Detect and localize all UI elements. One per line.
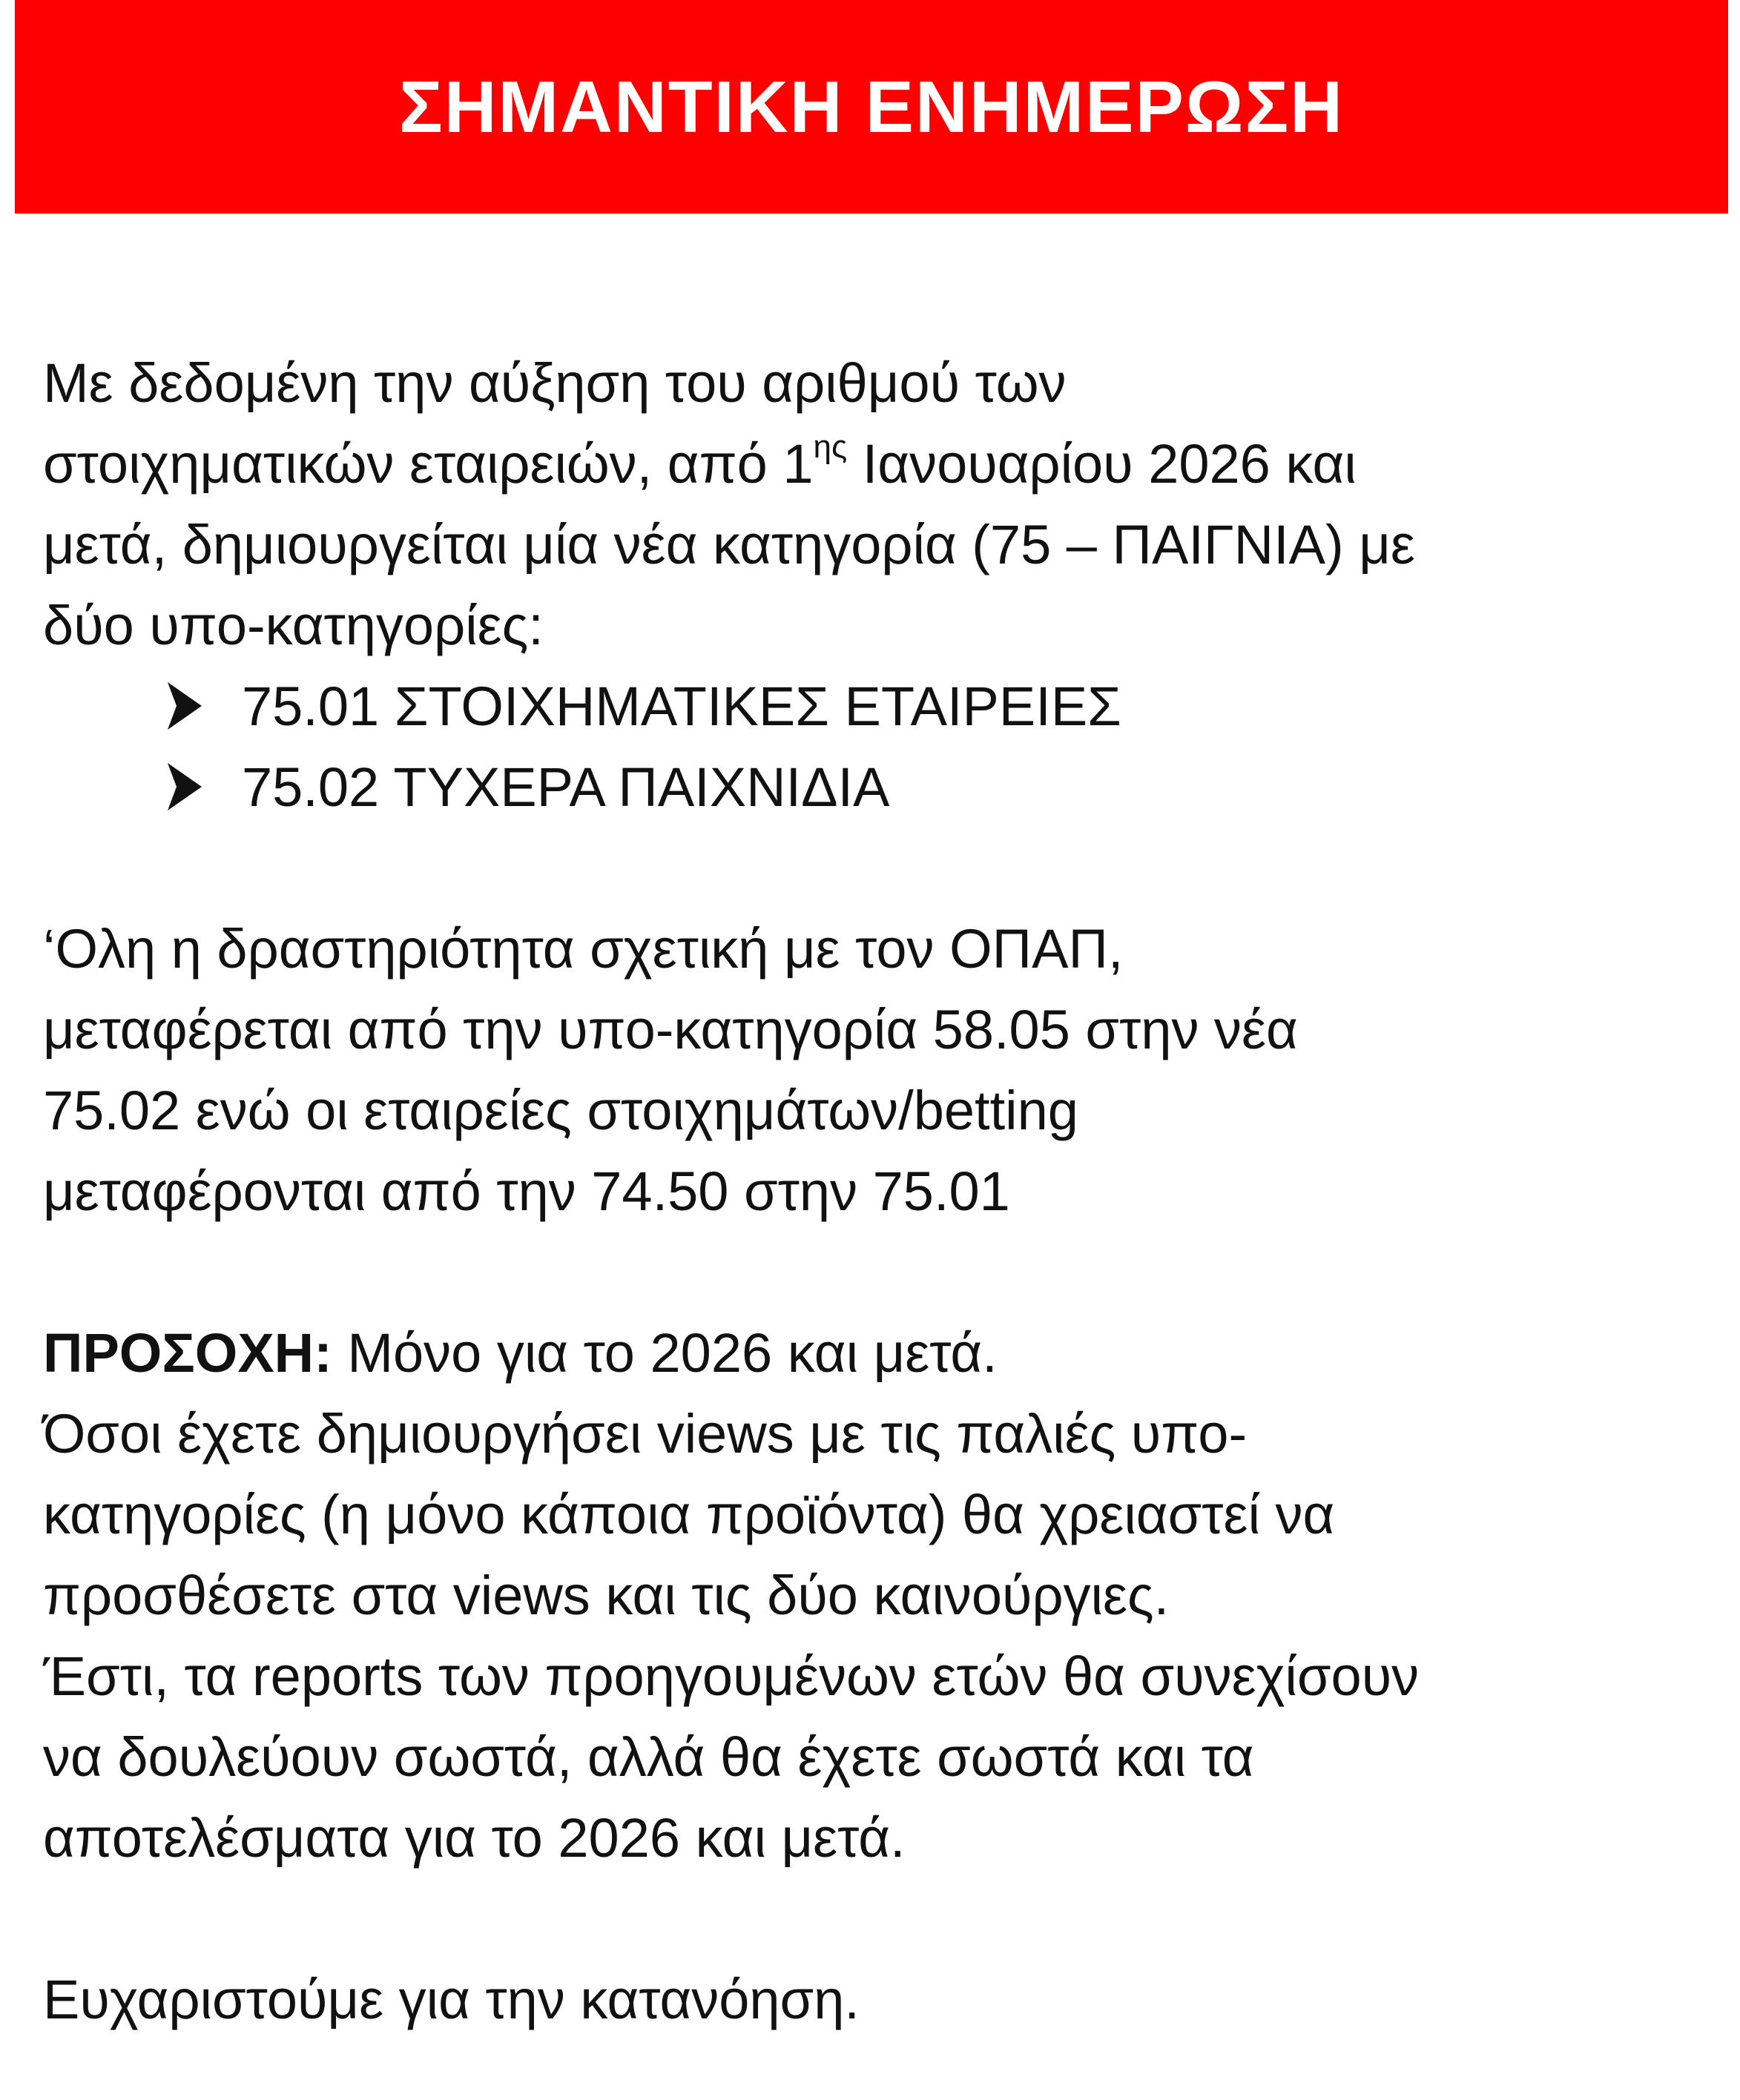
notice-line: αποτελέσματα για το 2026 και μετά. [43,1807,906,1869]
transfer-line: 75.02 ενώ οι εταιρείες στοιχημάτων/betting [43,1080,1078,1141]
banner-title: ΣΗΜΑΝΤΙΚΗ ΕΝΗΜΕΡΩΣΗ [398,65,1345,148]
subcategory-list [43,666,1712,828]
list-item [43,747,1712,828]
notice-line: Όσοι έχετε δημιουργήσει views με τις παλιές υπο- [43,1403,1248,1465]
announcement-body [43,343,1712,2040]
transfer-paragraph [43,908,1712,1232]
notice-line: να δουλεύουν σωστά, αλλά θα έχετε σωστά και τα [43,1726,1254,1788]
list-item [43,666,1712,747]
intro-line: μετά, δημιουργείται μία νέα κατηγορία (75 – ΠΑΙΓΝΙΑ) με [43,514,1415,575]
notice-paragraph [43,1312,1712,1878]
intro-line: Με δεδομένη την αύξηση του αριθμού των [43,352,1067,414]
transfer-line: μεταφέρεται από την υπο-κατηγορία 58.05 στην νέα [43,999,1298,1060]
notice-line: Έστι, τα reports των προηγουμένων ετών θα συνεχίσουν [43,1645,1420,1707]
header-banner [15,0,1728,214]
ordinal-suffix: ης [813,429,848,466]
intro-line: δύο υπο-κατηγορίες: [43,595,544,656]
arrow-bullet-icon [168,763,202,810]
intro-paragraph [43,343,1712,666]
notice-label: ΠΡΟΣΟΧΗ: [43,1322,332,1384]
intro-text: Ιανουαρίου 2026 και [847,433,1357,495]
intro-line [43,423,1712,504]
transfer-line: μεταφέρονται από την 74.50 στην 75.01 [43,1160,1010,1222]
notice-text: Μόνο για το 2026 και μετά. [332,1322,998,1384]
closing-line: Ευχαριστούμε για την κατανόηση. [43,1969,860,2030]
arrow-bullet-icon [168,682,202,730]
subcategory-label: 75.02 ΤΥΧΕΡΑ ΠΑΙΧΝΙΔΙΑ [242,756,890,818]
notice-line: προσθέσετε στα views και τις δύο καινούργιες. [43,1565,1170,1626]
spacer [43,1232,1712,1312]
transfer-line: ‘Ολη η δραστηριότητα σχετική με τον ΟΠΑΠ, [43,918,1124,980]
intro-text: στοιχηματικών εταιρειών, από 1 [43,433,814,495]
spacer [43,1878,1712,1959]
spacer [43,828,1712,908]
notice-line: κατηγορίες (η μόνο κάποια προϊόντα) θα χρειαστεί να [43,1484,1335,1545]
notice-line [43,1312,1712,1393]
subcategory-label: 75.01 ΣΤΟΙΧΗΜΑΤΙΚΕΣ ΕΤΑΙΡΕΙΕΣ [242,676,1121,737]
